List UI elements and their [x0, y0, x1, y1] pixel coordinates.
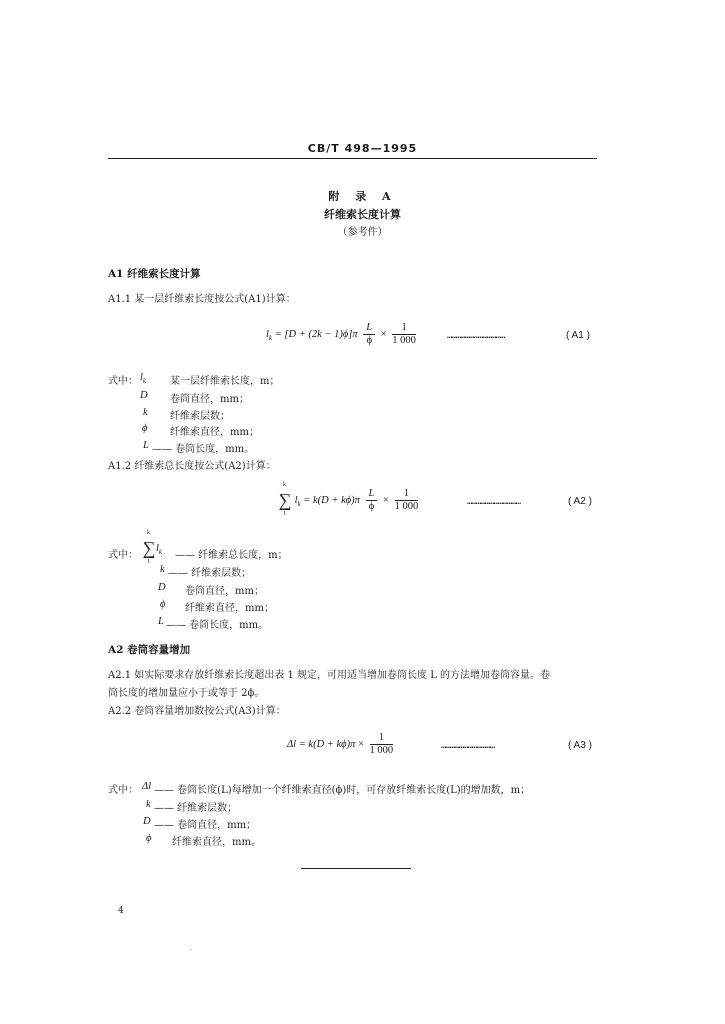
appendix-title: 纤维索长度计算 — [324, 208, 401, 221]
appendix-label: 附 录 A — [328, 190, 397, 203]
where3-sym-dl: Δl — [142, 781, 152, 792]
where1-sym-phi: ϕ — [142, 423, 148, 434]
where1-desc-lk: 某一层纤维索长度，m； — [170, 376, 280, 387]
where3-sym-k: k — [146, 799, 151, 810]
where-label-3: 式中： — [108, 785, 138, 796]
where-label-1: 式中： — [108, 376, 138, 387]
section-a1-heading: A1 纤维索长度计算 — [108, 268, 201, 280]
equation-a3: Δl = k(D + kϕ)π × $\frac{1}{1 000}$ — [287, 732, 394, 756]
equation-a1-leader: ………………………………… — [447, 331, 505, 341]
equation-a2-number: ( A2 ) — [568, 496, 592, 507]
where3-sym-D: D — [143, 816, 151, 827]
where1-desc-phi: 纤维索直径，mm； — [170, 427, 259, 438]
equation-a3-leader: ……………………………… — [441, 741, 495, 751]
para-a1-1: A1.1 某一层纤维索长度按公式(A1)计算： — [108, 294, 296, 305]
equation-a1-number: ( A1 ) — [566, 330, 590, 341]
page-number: 4 — [118, 906, 124, 916]
scan-mark: . — [190, 945, 192, 952]
equation-a2: ∑ k 1 $l_k = k(D + k\phi)\pi$ $\frac{L}{\phi}$ × $\frac{1}{1 000}$ — [278, 482, 419, 517]
para-a1-2: A1.2 纤维索总长度按公式(A2)计算： — [108, 461, 276, 472]
para-a2-2: A2.2 卷筒容量增加数按公式(A3)计算： — [108, 706, 286, 717]
para-a2-1-line1: A2.1 如实际要求存放纤维索长度超出表 1 规定，可用适当增加卷筒长度 L 的方法增加卷筒容量。卷 — [108, 670, 551, 681]
where1-sym-L: L — [143, 440, 149, 451]
equation-a2-leader: ……………………………… — [467, 497, 521, 507]
where-label-2: 式中： — [108, 550, 138, 561]
where3-desc-D: —— 卷筒直径，mm； — [154, 820, 257, 831]
where2-sym-D: D — [158, 582, 166, 593]
where2-desc-L: —— 卷筒长度，mm。 — [166, 620, 269, 631]
where1-sym-k: k — [143, 407, 148, 418]
where2-sym-phi: ϕ — [160, 599, 166, 610]
para-a2-1-line2: 筒长度的增加量应小于或等于 2ϕ。 — [108, 688, 265, 699]
where2-desc-k: —— 纤维索层数； — [168, 568, 252, 579]
where2-desc-D: 卷筒直径，mm； — [185, 586, 264, 597]
section-a2-heading: A2 卷筒容量增加 — [108, 644, 191, 656]
where2-sym-L: L — [158, 616, 164, 627]
where1-desc-L: —— 卷筒长度，mm。 — [152, 444, 255, 455]
where3-sym-phi: ϕ — [146, 833, 152, 844]
appendix-note: （参考件） — [337, 227, 388, 238]
where1-desc-D: 卷筒直径，mm； — [170, 394, 249, 405]
where2-sum-symbol: ∑ k 1 $l_k$ — [142, 530, 163, 565]
where2-desc-phi: 纤维索直径，mm； — [185, 603, 274, 614]
equation-a3-number: ( A3 ) — [568, 740, 592, 751]
where1-sym-D: D — [140, 390, 148, 401]
where2-desc-sum: —— 纤维索总长度，m； — [175, 550, 288, 561]
header-rule — [108, 158, 597, 159]
where3-desc-k: —— 纤维索层数； — [154, 803, 238, 814]
equation-a1: $l_k = [D + (2k - 1)\phi]\pi$ $\frac{L}{\phi}$ × $\frac{1}{1 000}$ — [266, 322, 416, 346]
where1-desc-k: 纤维索层数； — [170, 411, 230, 422]
where3-desc-phi: 纤维索直径，mm。 — [172, 837, 261, 848]
where2-sym-k: k — [160, 564, 165, 575]
where3-desc-dl: —— 卷筒长度(L)每增加一个纤维索直径(ϕ)时，可存放纤维索长度(L)的增加数，m； — [154, 785, 531, 796]
standard-number-header: CB/T 498—1995 — [307, 142, 418, 155]
end-rule — [301, 868, 411, 869]
where1-sym-lk: $l_k$ — [140, 372, 147, 386]
